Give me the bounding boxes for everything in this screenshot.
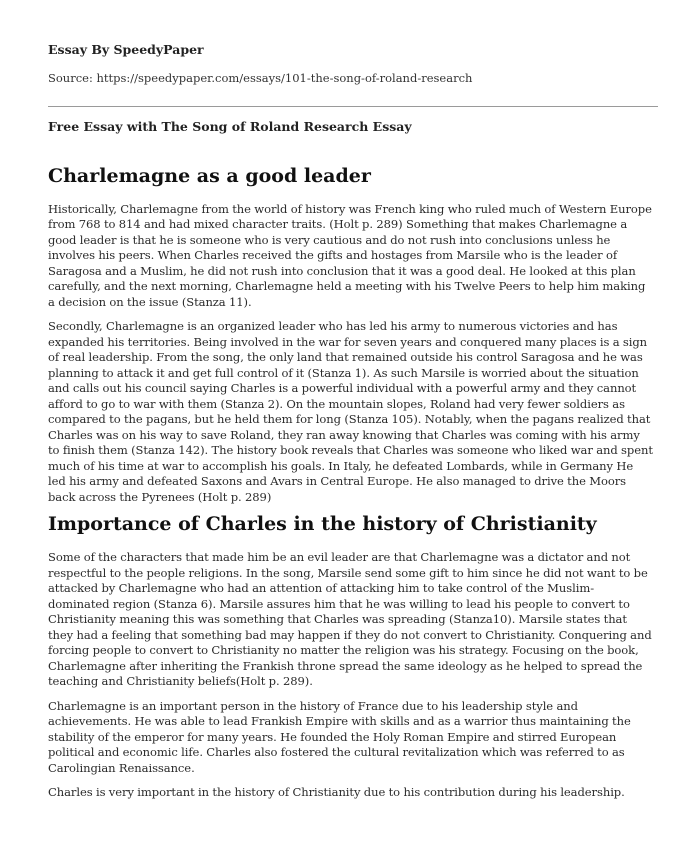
paragraph: Charles is very important in the history of Christianity due to his contribution during his leadership. — [48, 785, 625, 800]
section-heading: Charlemagne as a good leader — [48, 165, 371, 187]
brand-line: Essay By SpeedyPaper — [48, 42, 204, 57]
paragraph: Some of the characters that made him be an evil leader are that Charlemagne was a dictator and not respectful to the people religions. In the song, Marsile send some gift to him since he did not want to be attacked by Charlemagne who had an attention of attacking him to take control of the Muslim-dominated region (Stanza 6). Marsile assures him that he was willing to lead his people to convert to Christianity meaning this was something that Charles was spreading (Stanza10). Marsile states that they had a feeling that something bad may happen if they do not convert to Christianity. Conquering and forcing people to convert to Christianity no matter the religion was his strategy. Focusing on the book, Charlemagne after inheriting the Frankish throne spread the same ideology as he helped to spread the teaching and Christianity beliefs(Holt p. 289). — [48, 550, 652, 689]
paragraph: Secondly, Charlemagne is an organized leader who has led his army to numerous victories and has expanded his territories. Being involved in the war for seven years and conquered many places is a sign of real leadership. From the song, the only land that remained outside his control Saragosa and he was planning to attack it and get full control of it (Stanza 1). As such Marsile is worried about the situation and calls out his council saying Charles is a powerful individual with a powerful army and they cannot afford to go to war with them (Stanza 2). On the mountain slopes, Roland had very fewer soldiers as compared to the pagans, but he held them for long (Stanza 105). Notably, when the pagans realized that Charles was on his way to save Roland, they ran away knowing that Charles was coming with his army to finish them (Stanza 142). The history book reveals that Charles was someone who liked war and spent much of his time at war to accomplish his goals. In Italy, he defeated Lombards, while in Germany He led his army and defeated Saxons and Avars in Central Europe. He also managed to drive the Moors back across the Pyrenees (Holt p. 289) — [48, 319, 653, 504]
paragraph: Historically, Charlemagne from the world of history was French king who ruled much of Western Europe from 768 to 814 and had mixed character traits. (Holt p. 289) Something that makes Charlemagne a good leader is that he is someone who is very cautious and do not rush into conclusions unless he involves his peers. When Charles received the gifts and hostages from Marsile who is the leader of Saragosa and a Muslim, he did not rush into conclusion that it was a good deal. He looked at this plan carefully, and the next morning, Charlemagne held a meeting with his Twelve Peers to help him making a decision on the issue (Stanza 11). — [48, 201, 652, 309]
paragraph: Charlemagne is an important person in the history of France due to his leadership style and achievements. He was able to lead Frankish Empire with skills and as a warrior thus maintaining the stability of the emperor for many years. He founded the Holy Roman Empire and stirred European political and economic life. Charles also fostered the cultural revitalization which was referred to as Carolingian Renaissance. — [48, 698, 631, 775]
section-christianity — [48, 514, 654, 800]
essay-title: Free Essay with The Song of Roland Research Essay — [48, 119, 412, 134]
section-good-leader — [48, 166, 654, 505]
divider — [48, 106, 658, 107]
source-line: Source: https://speedypaper.com/essays/101-the-song-of-roland-research — [48, 71, 473, 85]
section-heading: Importance of Charles in the history of Christianity — [48, 513, 597, 536]
